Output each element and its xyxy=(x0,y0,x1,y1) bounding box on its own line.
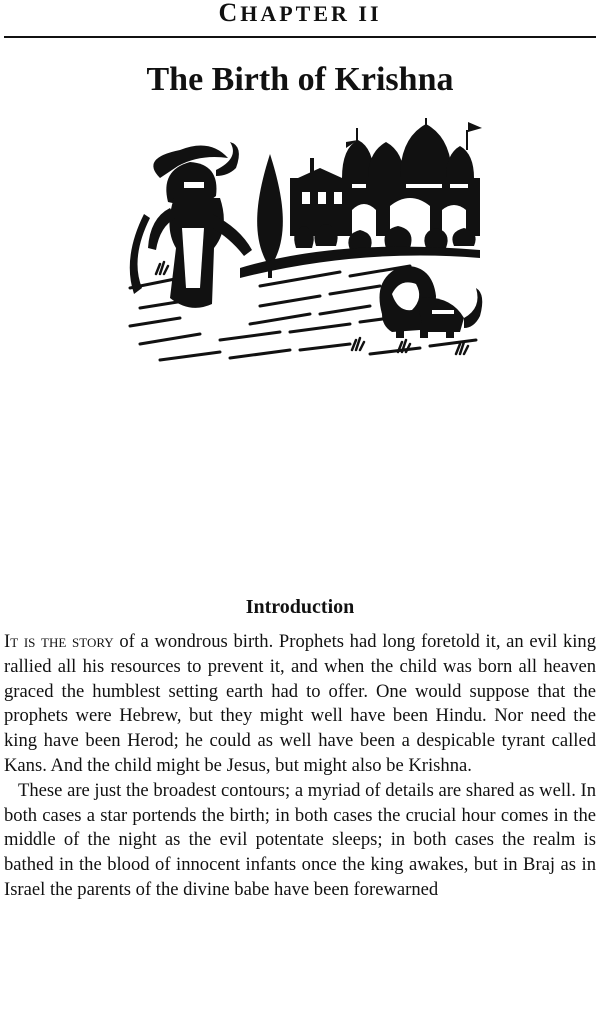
header-rule xyxy=(4,36,596,38)
krishna-river-crossing-illustration xyxy=(120,118,490,370)
chapter-label xyxy=(0,0,600,27)
paragraph-lead-in: It is the story xyxy=(4,631,114,652)
body-text xyxy=(4,630,596,903)
chapter-label-rest: HAPTER II xyxy=(240,1,382,26)
paragraph xyxy=(4,779,596,903)
page-title: The Birth of Krishna xyxy=(146,61,454,98)
section-heading: Introduction xyxy=(245,596,355,618)
chapter-label-initial: C xyxy=(218,0,241,27)
paragraph-text: These are just the broadest contours; a myriad of details are shared as well. In both cases a star portends the birth; in both cases the crucial hour comes in the middle of the night as the evil potentate sleeps; in both cases the realm is bathed in the blood of innocent infants once the king awakes, but in Braj as in Israel the parents of the divine babe have been forewarned xyxy=(4,779,596,900)
lion-icon xyxy=(380,266,483,338)
paragraph-text: of a wondrous birth. Prophets had long foretold it, an evil king rallied all his resources to prevent it, and when the child was born all heaven graced the humblest setting earth had to offer. One would suppose that the prophets were Hebrew, but they might well have been Hindu. Nor need the king have been Herod; he could as well have been a despicable tyrant called Kans. And the child might be Jesus, but might also be Krishna. xyxy=(4,631,596,776)
paragraph xyxy=(4,630,596,779)
